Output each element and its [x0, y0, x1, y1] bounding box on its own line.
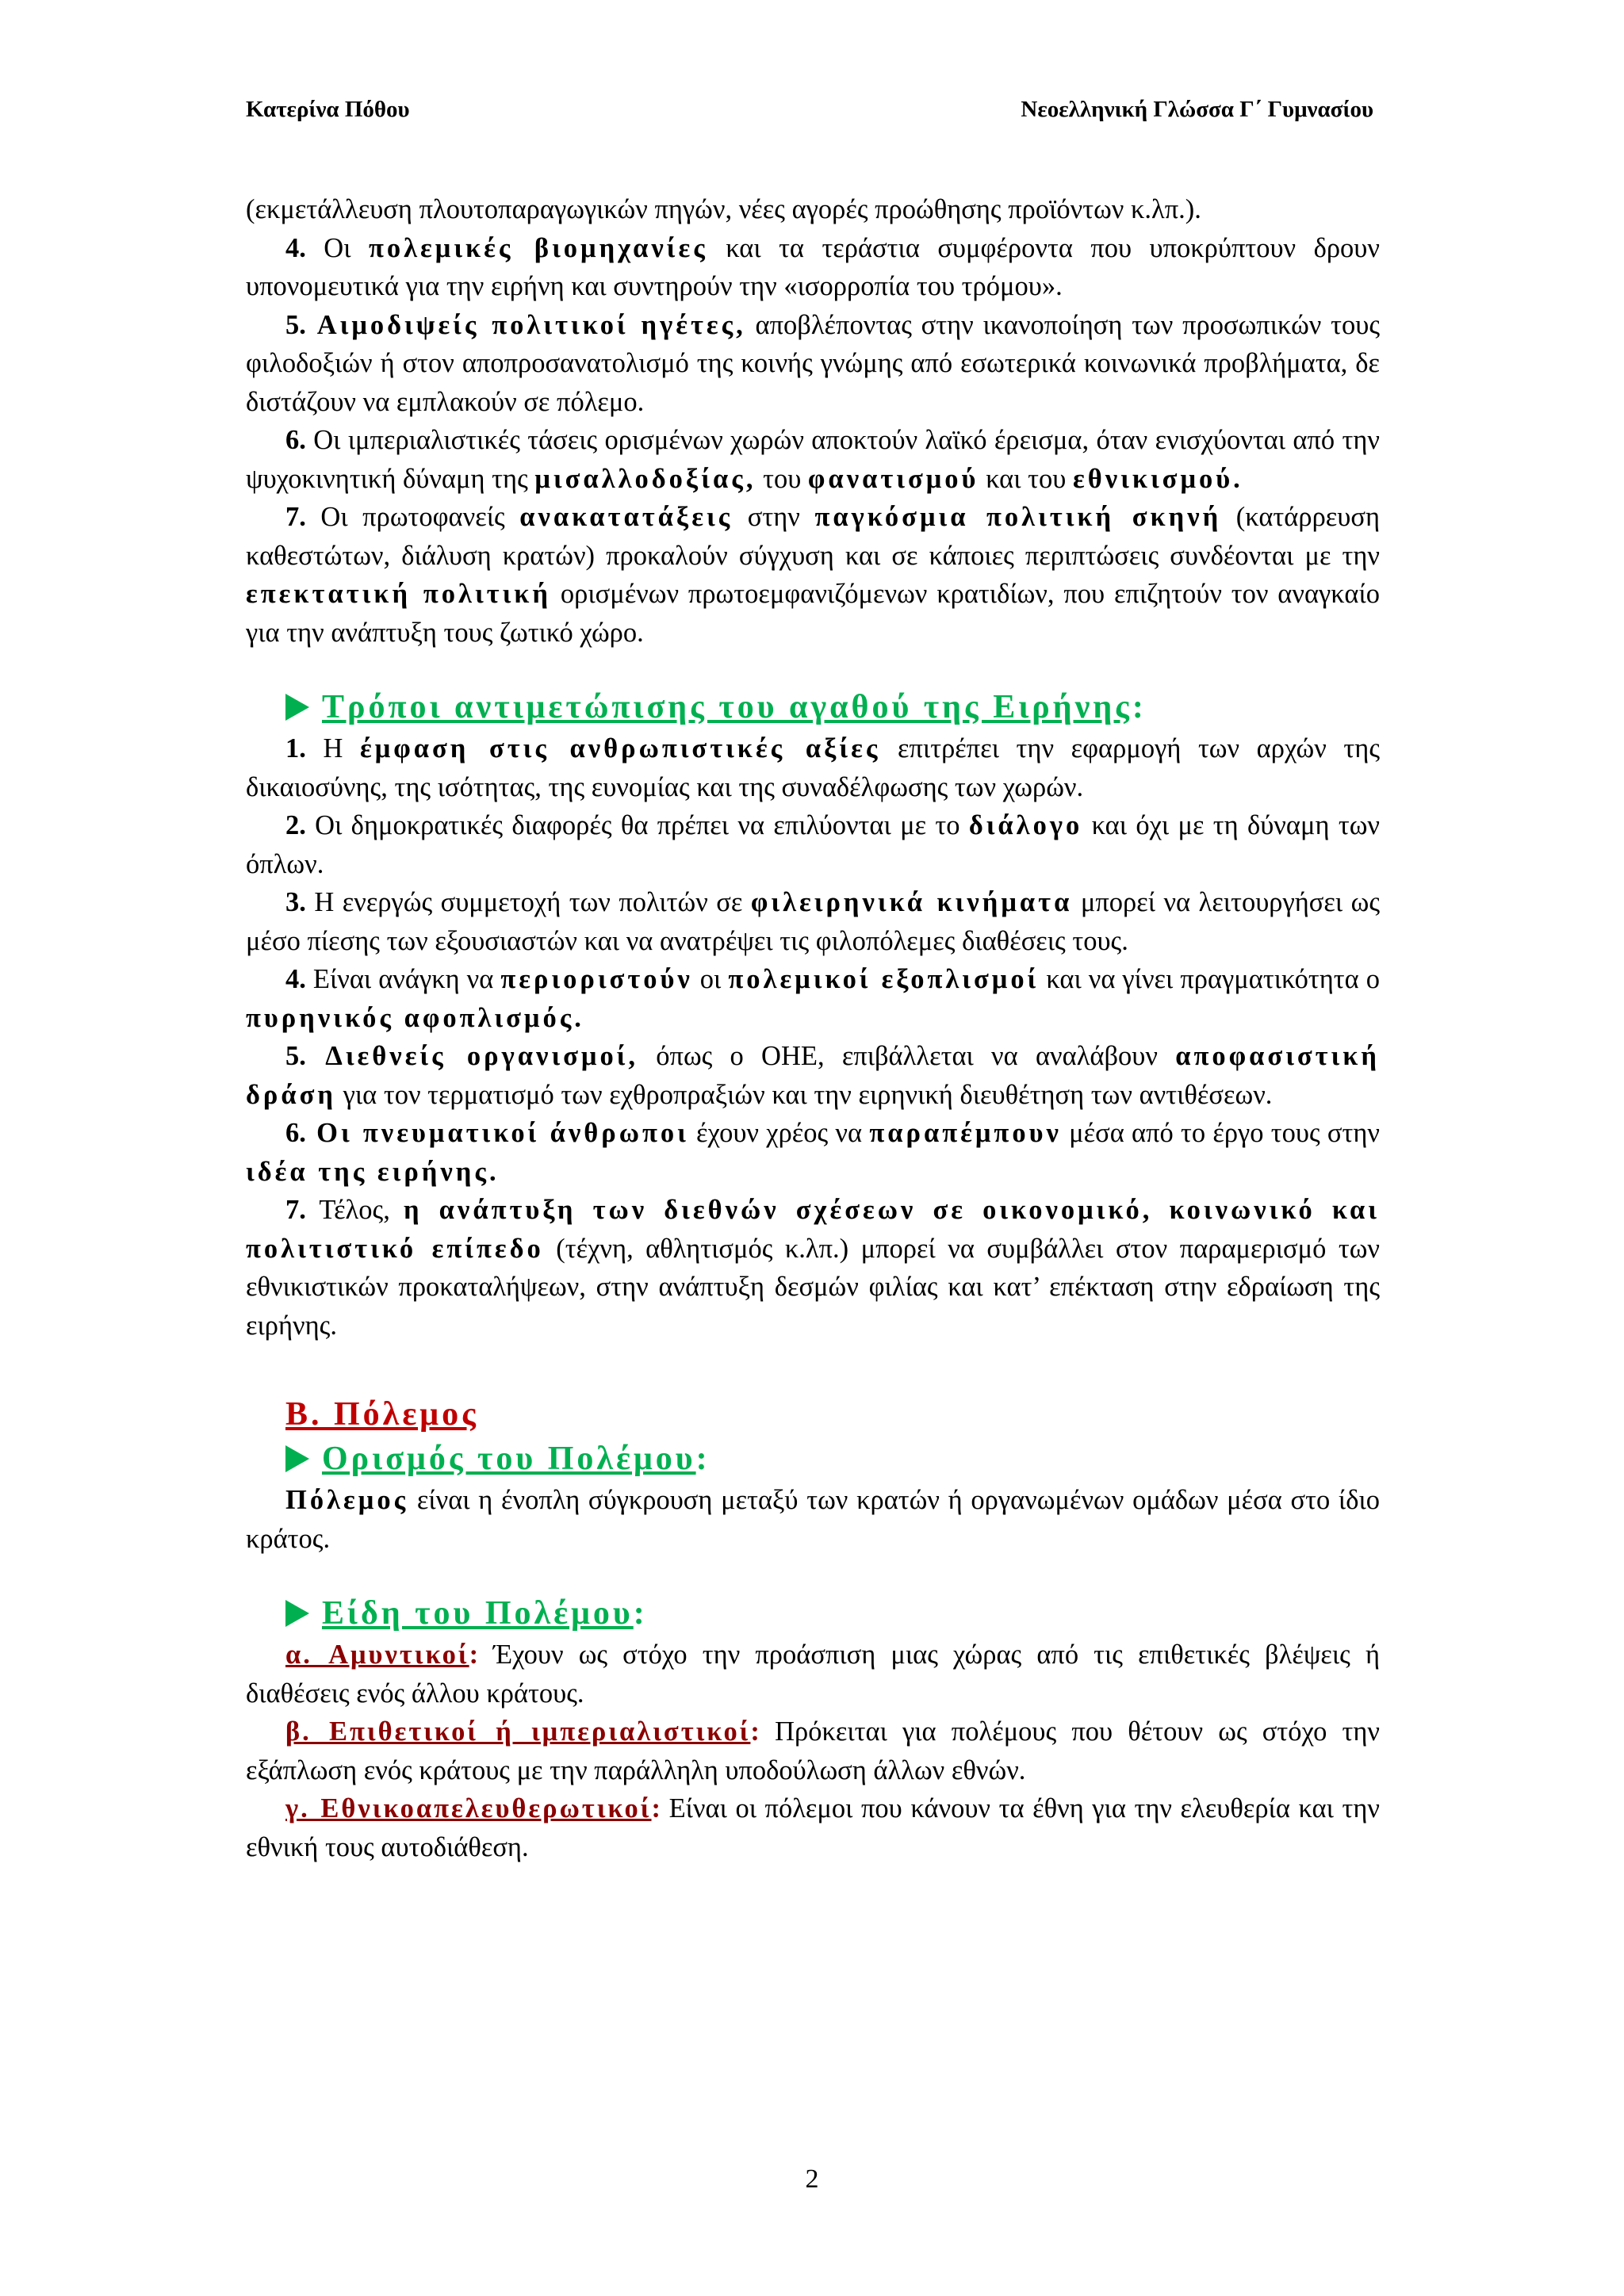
page-content	[246, 190, 1380, 1866]
heading-ways-of-peace: Τρόποι αντιμετώπισης του αγαθού της Ειρήνης :	[246, 685, 1380, 729]
paragraph-cause-7: 7. Οι πρωτοφανείς ανακατατάξεις στην παγκόσμια πολιτική σκηνή (κατάρρευση καθεστώτων, διάλυση κρατών) προκαλούν σύγχυση και σε κάποιες περιπτώσεις συνδέονται με την επεκτατική πολιτική ορισμένων πρωτοεμφανιζόμενων κρατιδίων, που επιζητούν τον αναγκαίο για την ανάπτυξη τους ζωτικό χώρο.	[246, 502, 1380, 648]
heading-war-definition: Ορισμός του Πολέμου :	[246, 1437, 1380, 1481]
paragraph-cause-6: 6. Οι ιμπεριαλιστικές τάσεις ορισμένων χωρών αποκτούν λαϊκό έρεισμα, όταν ενισχύονται από την ψυχοκινητική δύναμη της μισαλλοδοξίας, του φανατισμού και του εθνικισμού.	[246, 425, 1380, 494]
page-header	[246, 97, 1373, 123]
paragraph-way-5: 5. Διεθνείς οργανισμοί, όπως ο ΟΗΕ, επιβάλλεται να αναλάβουν αποφασιστική δράση για τον τερματισμό των εχθροπραξιών και την ειρηνική διευθέτηση των αντιθέσεων.	[246, 1041, 1380, 1110]
triangle-bullet-icon	[285, 1600, 309, 1627]
paragraph-way-6: 6. Οι πνευματικοί άνθρωποι έχουν χρέος να παραπέμπουν μέσα από το έργο τους στην ιδέα της ειρήνης.	[246, 1118, 1380, 1187]
header-course: Νεοελληνική Γλώσσα Γ΄ Γυμνασίου	[1021, 97, 1373, 122]
triangle-bullet-icon	[285, 694, 309, 721]
heading-war-types: Είδη του Πολέμου :	[246, 1591, 1380, 1636]
paragraph-cause-3-cont: (εκμετάλλευση πλουτοπαραγωγικών πηγών, νέες αγορές προώθησης προϊόντων κ.λπ.).	[246, 194, 1201, 224]
paragraph-war-definition: Πόλεμος είναι η ένοπλη σύγκρουση μεταξύ των κρατών ή οργανωμένων ομάδων μέσα στο ίδιο κράτος.	[246, 1485, 1380, 1554]
triangle-bullet-icon	[285, 1445, 309, 1472]
paragraph-way-7: 7. Τέλος, η ανάπτυξη των διεθνών σχέσεων σε οικονομικό, κοινωνικό και πολιτιστικό επίπεδο (τέχνη, αθλητισμός κ.λπ.) μπορεί να συμβάλλει στον παραμερισμό των εθνικιστικών προκαταλήψεων, στην ανάπτυξη δεσμών φιλίας και κατ’ επέκταση στην εδραίωση της ειρήνης.	[246, 1195, 1380, 1341]
paragraph-way-4: 4. Είναι ανάγκη να περιοριστούν οι πολεμικοί εξοπλισμοί και να γίνει πραγματικότητα ο πυρηνικός αφοπλισμός.	[246, 964, 1380, 1033]
paragraph-war-type-offensive: β. Επιθετικοί ή ιμπεριαλιστικοί: Πρόκειται για πολέμους που θέτουν ως στόχο την εξάπλωση ενός κράτους με την παράλληλη υποδούλωση άλλων εθνών.	[246, 1716, 1381, 1785]
page-number: 2	[805, 2164, 819, 2194]
paragraph-war-type-liberation: γ. Εθνικοαπελευθερωτικοί: Είναι οι πόλεμοι που κάνουν τα έθνη για την ελευθερία και την εθνική τους αυτοδιάθεση.	[246, 1793, 1380, 1862]
paragraph-way-1: 1. Η έμφαση στις ανθρωπιστικές αξίες επιτρέπει την εφαρμογή των αρχών της δικαιοσύνης, της ισότητας, της ευνομίας και της συναδέλφωσης των χωρών.	[246, 733, 1380, 802]
paragraph-cause-4: 4. Οι πολεμικές βιομηχανίες και τα τεράστια συμφέροντα που υποκρύπτουν δρουν υπονομευτικά για την ειρήνη και συντηρούν την «ισορροπία του τρόμου».	[246, 232, 1380, 301]
section-title-war: Β. Πόλεμος	[285, 1396, 479, 1433]
header-author: Κατερίνα Πόθου	[246, 97, 410, 122]
paragraph-way-2: 2. Οι δημοκρατικές διαφορές θα πρέπει να επιλύονται με το διάλογο και όχι με τη δύναμη των όπλων.	[246, 810, 1380, 879]
paragraph-cause-5: 5. Αιμοδιψείς πολιτικοί ηγέτες, αποβλέποντας στην ικανοποίηση των προσωπικών τους φιλοδοξιών ή στον αποπροσανατολισμό της κοινής γνώμης από εσωτερικά κοινωνικά προβλήματα, δε διστάζουν να εμπλακούν σε πόλεμο.	[246, 309, 1381, 417]
paragraph-war-type-defensive: α. Αμυντικοί: Έχουν ως στόχο την προάσπιση μιας χώρας από τις επιθετικές βλέψεις ή διαθέσεις ενός άλλου κράτους.	[246, 1640, 1380, 1709]
paragraph-way-3: 3. Η ενεργώς συμμετοχή των πολιτών σε φιλειρηνικά κινήματα μπορεί να λειτουργήσει ως μέσο πίεσης των εξουσιαστών και να ανατρέψει τις φιλοπόλεμες διαθέσεις τους.	[246, 887, 1381, 956]
